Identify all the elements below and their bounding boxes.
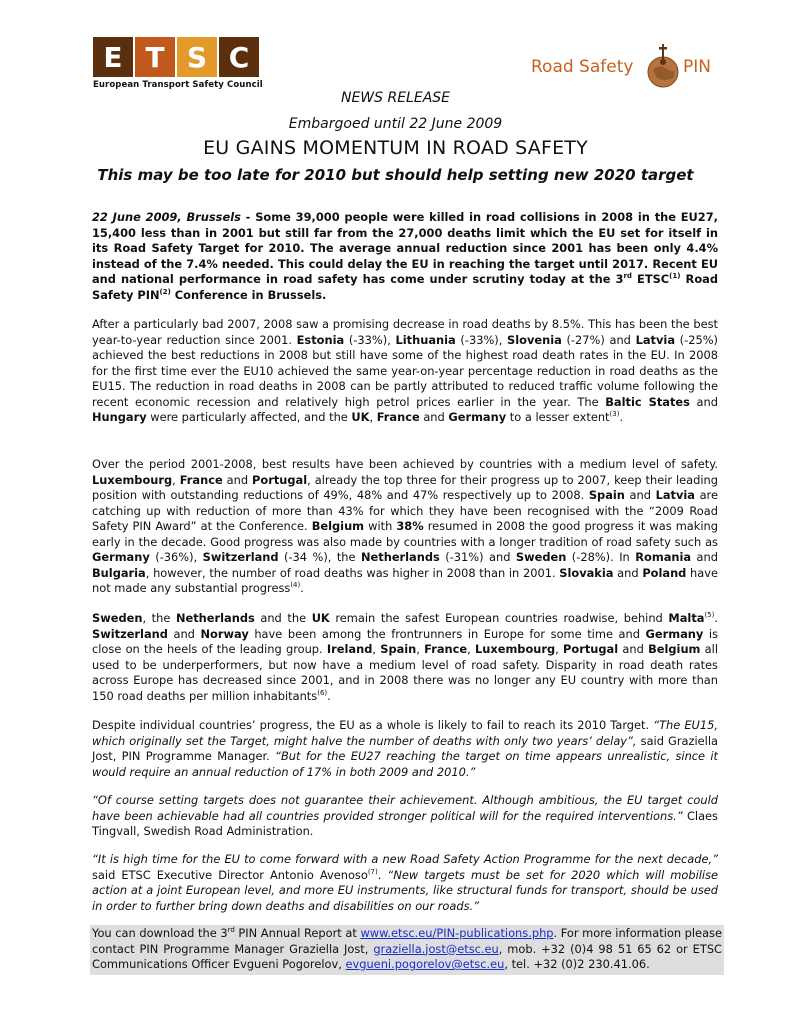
road-safety-pin-logo [531, 44, 711, 94]
etsc-letter-t: T [135, 37, 175, 77]
dateline: 22 June 2009, Brussels [92, 210, 241, 224]
embargo-notice: Embargoed until 22 June 2009 [288, 116, 503, 132]
news-release-label: NEWS RELEASE [340, 90, 451, 106]
paragraph-avenoso-quote: “It is high time for the EU to come forward with a new Road Safety Action Programme for the next decade,” said ETSC Executive Director Antonio Avenoso$^{(7)}$. “New targets must be set for 2020 which will mobilise action at a joint European level, and more EU instruments, like structural funds for transport, should be used in order to further bring down deaths and disabilities on our roads.” [92, 852, 719, 913]
paragraph-eu-target: Despite individual countries’ progress, the EU as a whole is likely to fail to reach its 2010 Target. “The EU15, which originally set the Target, might halve the number of deaths with only two years’ delay”, said Graziella Jost, PIN Programme Manager. “But for the EU27 reaching the target on time appears unrealistic, since it would require an annual reduction of 17% in both 2009 and 2010.” [92, 718, 719, 779]
etsc-subtitle: European Transport Safety Council [93, 80, 263, 90]
pin-logo-text-right: PIN [683, 57, 711, 77]
etsc-letter-s: S [177, 37, 217, 77]
etsc-letter-c: C [219, 37, 259, 77]
evgueni-email-link[interactable]: evgueni.pogorelov@etsc.eu [345, 957, 505, 971]
pin-publications-link[interactable]: www.etsc.eu/PIN-publications.php [360, 926, 554, 940]
paragraph-2001-2008-results: Over the period 2001-2008, best results have been achieved by countries with a medium level of safety. Luxembourg, France and Portugal, already the top three for their progress up to 2007, keep their leading position with outstanding reductions of 49%, 48% and 47% respectively up to 2008. Spain and Latvia are catching up with reduction of more than 43% for which they have been recognised with the “2009 Road Safety PIN Award” at the Conference. Belgium with 38% resumed in 2008 the good progress it was making early in the decade. Good progress was also made by countries with a longer tradition of road safety such as Germany (-36%), Switzerland (-34 %), the Netherlands (-31%) and Sweden (-28%). In Romania and Bulgaria, however, the number of road deaths was higher in 2008 than in 2001. Slovakia and Poland have not made any substantial progress$^{(4)}$. [92, 457, 718, 595]
etsc-logo [93, 37, 265, 90]
contact-info-box: You can download the 3rd PIN Annual Report at www.etsc.eu/PIN-publications.php. For more information please contact PIN Programme Manager Graziella Jost, graziella.jost@etsc.eu, mob. +32 (0)4 98 51 65 62 or ETSC Communications Officer Evgueni Pogorelov, evgueni.pogorelov@etsc.eu, tel. +32 (0)2 230.41.06. [90, 925, 724, 975]
pin-logo-text-left: Road Safety [531, 57, 634, 77]
graziella-email-link[interactable]: graziella.jost@etsc.eu [373, 941, 499, 956]
lead-paragraph: 22 June 2009, Brussels - Some 39,000 people were killed in road collisions in 2008 in the EU27, 15,400 less than in 2001 but still far from the 27,000 deaths limit which the EU set for itself in its Road Safety Target for 2010. The average annual reduction since 2001 has been only 4.4% instead of the 7.4% needed. This could delay the EU in reaching the target until 2017. Recent EU and national performance in road safety has come under scrutiny today at the 3rd ETSC$^{(1)}$ Road Safety PIN$^{(2)}$ Conference in Brussels. [92, 210, 718, 302]
page-title: EU GAINS MOMENTUM IN ROAD SAFETY [203, 137, 588, 159]
page-subtitle: This may be too late for 2010 but should help setting new 2020 target [97, 166, 694, 184]
paragraph-2008-results: After a particularly bad 2007, 2008 saw a promising decrease in road deaths by 8.5%. This has been the best year-to-year reduction since 2001. Estonia (-33%), Lithuania (-33%), Slovenia (-27%) and Latvia (-25%) achieved the best reductions in 2008 but still have some of the highest road death rates in the EU. In 2008 for the first time ever the EU10 achieved the same year-on-year percentage reduction in road deaths as the EU15. The reduction in road deaths in 2008 can be partly attributed to reduced traffic volume following the recent economic recession and relatively high petrol prices earlier in the year. The Baltic States and Hungary were particularly affected, and the UK, France and Germany to a lesser extent$^{(3)}$. [92, 317, 718, 424]
paragraph-tingvall-quote: “Of course setting targets does not guarantee their achievement. Although ambitious, the EU target could have been achievable had all countries provided stronger political will for the required interventions.” Claes Tingvall, Swedish Road Administration. [92, 793, 718, 838]
etsc-letter-e: E [93, 37, 133, 77]
pin-globe-icon [645, 44, 681, 90]
paragraph-safest-countries: Sweden, the Netherlands and the UK remain the safest European countries roadwise, behind Malta$^{(5)}$. Switzerland and Norway have been among the frontrunners in Europe for some time and Germany is close on the heels of the leading group. Ireland, Spain, France, Luxembourg, Portugal and Belgium all used to be underperformers, but now have a medium level of road safety. Disparity in road death rates across Europe has decreased since 2001, and in 2008 there was no longer any EU country with more than 150 road deaths per million inhabitants$^{(6)}$. [92, 611, 718, 703]
